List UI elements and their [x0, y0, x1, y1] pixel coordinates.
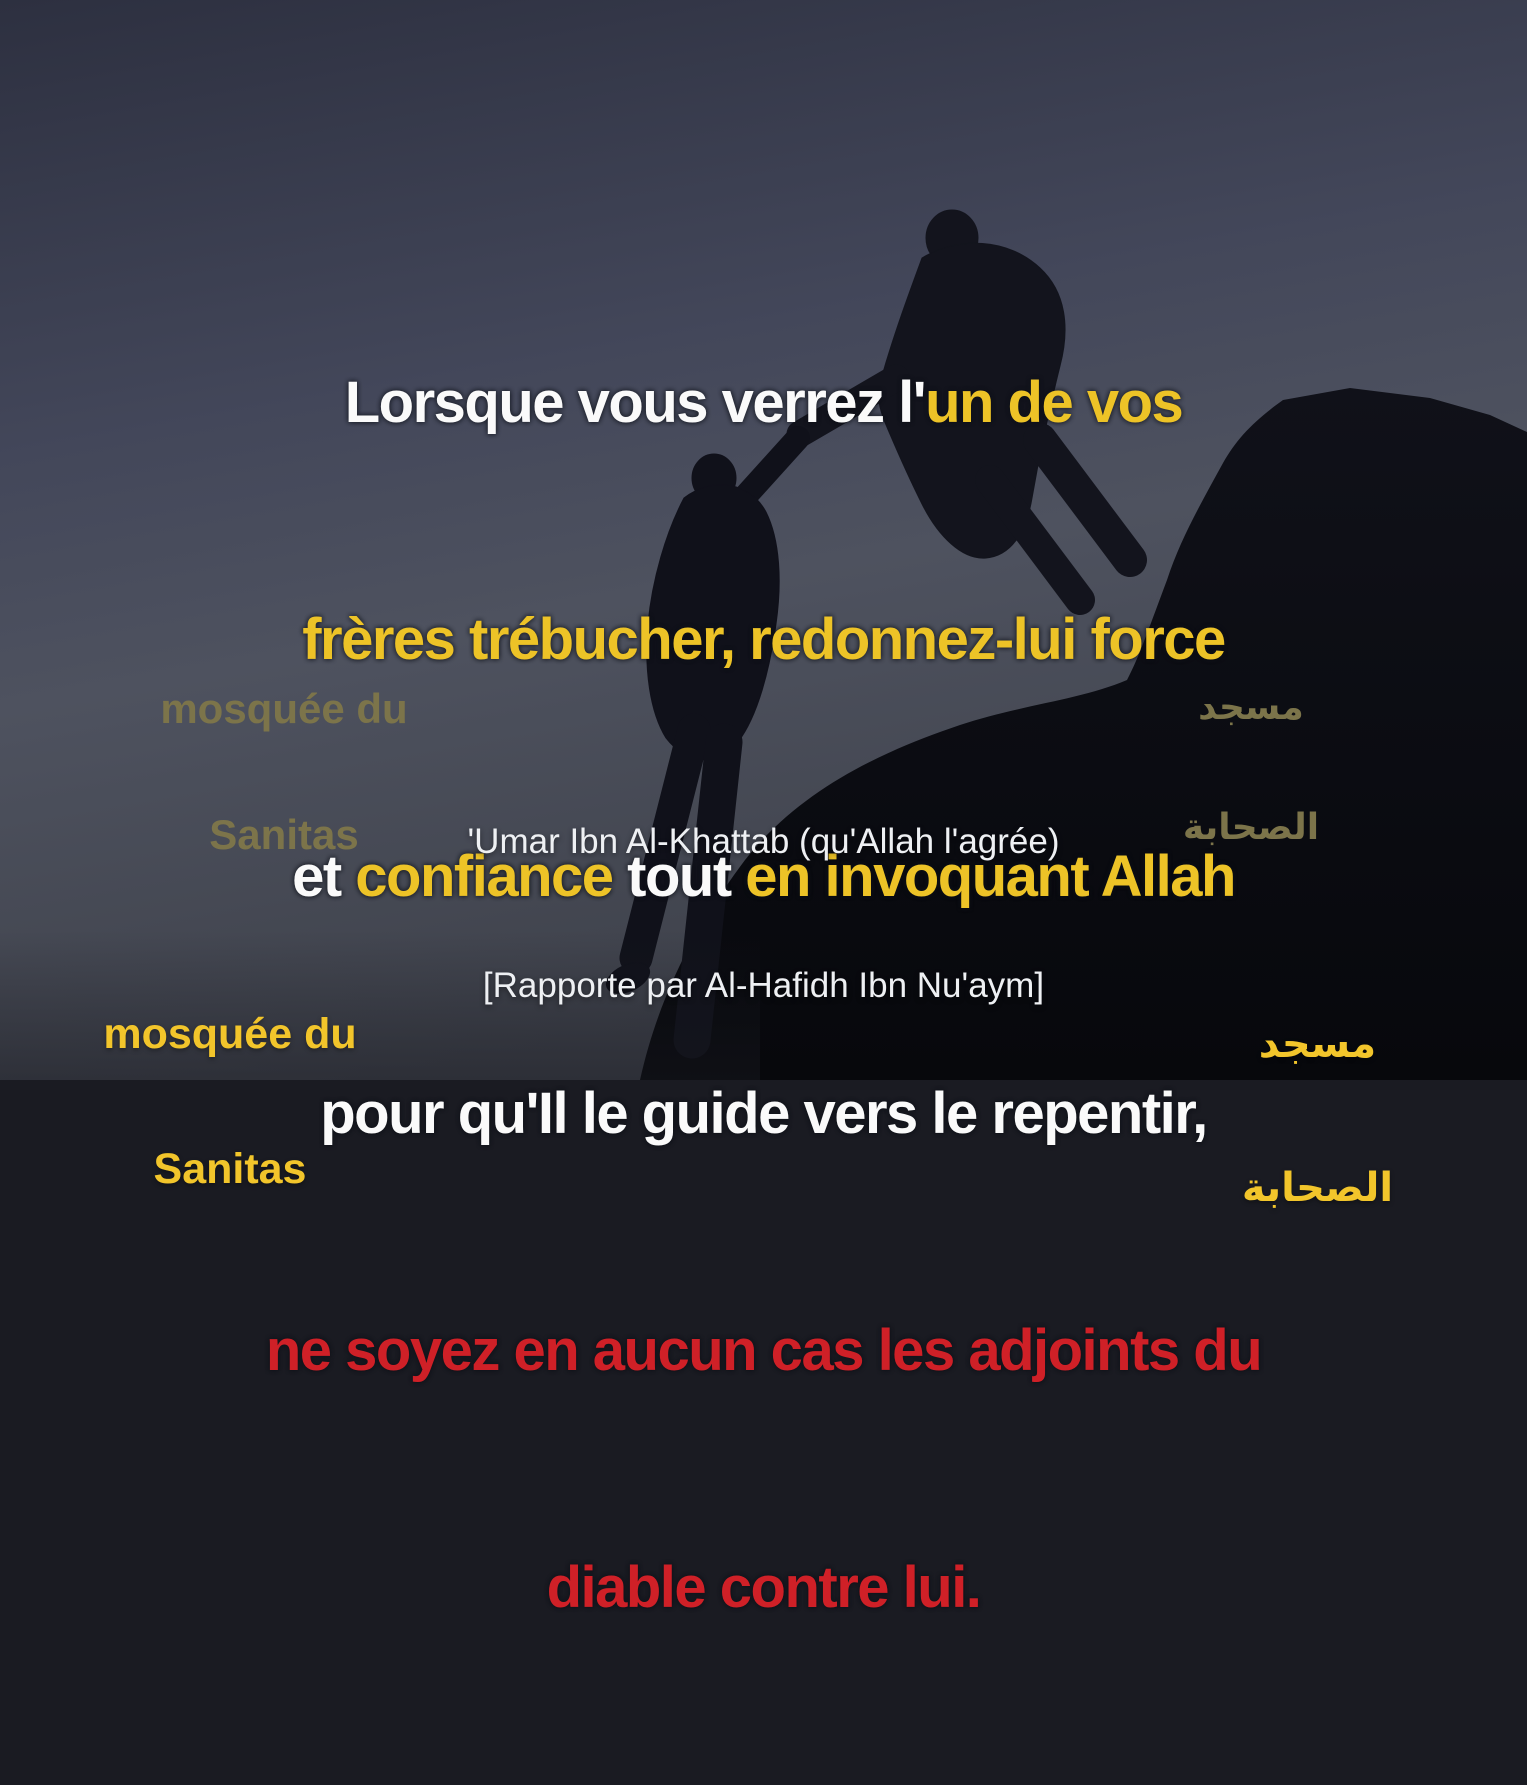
- watermark-line: Sanitas: [153, 1145, 307, 1193]
- quote-line-1: [0, 363, 1527, 442]
- watermark-line-arabic: مسجد: [1258, 1021, 1377, 1067]
- attribution-narrator: 'Umar Ibn Al-Khattab (qu'Allah l'agrée): [467, 822, 1060, 861]
- watermark-mosque-name-faded: [118, 604, 450, 940]
- quote-segment: frères trébucher, redonnez-lui force: [302, 607, 1225, 672]
- quote-segment: tout: [612, 844, 746, 909]
- watermark-line-arabic: الصحابة: [1182, 807, 1320, 848]
- quote-segment: un de vos: [925, 370, 1183, 435]
- quote-segment: diable contre lui.: [546, 1555, 981, 1620]
- watermark-line-arabic: مسجد: [1198, 687, 1304, 728]
- watermark-line-arabic: الصحابة: [1241, 1165, 1394, 1211]
- watermark-line: mosquée du: [160, 685, 408, 732]
- watermark-line: Sanitas: [209, 811, 359, 858]
- quote-line-5: [0, 1311, 1527, 1390]
- watermark-mosque-name-bright: [55, 922, 405, 1282]
- quote-segment: ne soyez en aucun cas les adjoints du: [265, 1318, 1262, 1383]
- quote-segment: pour qu'Il le guide vers le repentir,: [320, 1081, 1207, 1146]
- attribution-source: [Rapporte par Al-Hafidh Ibn Nu'aym]: [482, 966, 1045, 1005]
- quote-segment: en invoquant Allah: [745, 844, 1235, 909]
- watermark-arabic-bright: [1145, 924, 1490, 1308]
- watermark-arabic-faded: [1085, 608, 1417, 928]
- quote-segment: confiance: [355, 844, 613, 909]
- watermark-line: mosquée du: [103, 1010, 357, 1058]
- quote-segment: Lorsque vous verrez l': [344, 370, 926, 435]
- quote-segment: et: [292, 844, 356, 909]
- quote-line-6: [0, 1548, 1527, 1627]
